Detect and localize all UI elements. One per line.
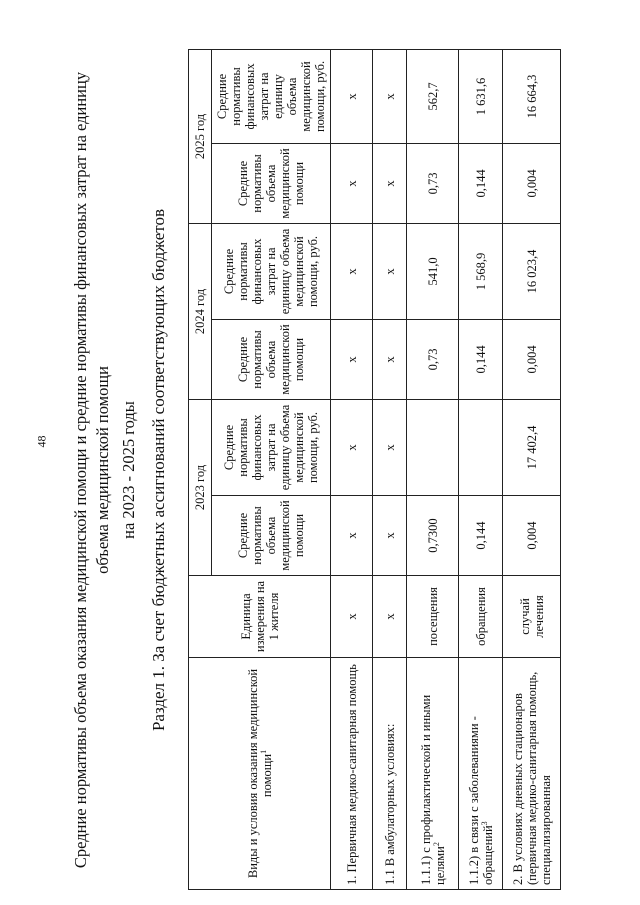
row-label: 2. В условиях дневных стационаров (первичная медико-санитарная помощь, специализированная bbox=[503, 658, 561, 890]
header-types: Виды и условия оказания медицинской помощи$^1$ bbox=[189, 658, 331, 890]
header-volume-2025: Средние нормативы объема медицинской помощи bbox=[212, 143, 331, 223]
section-title: Раздел 1. За счет бюджетных ассигнований соответствующих бюджетов bbox=[149, 208, 168, 732]
row-label: 1. Первичная медико-санитарная помощь bbox=[331, 658, 373, 890]
cell-volume-2023: х bbox=[373, 496, 407, 576]
row-unit: обращения bbox=[459, 576, 503, 658]
cell-volume-2023: 0,144 bbox=[459, 496, 503, 576]
cell-volume-2024: 0,144 bbox=[459, 319, 503, 399]
document-subtitle: на 2023 - 2025 годы bbox=[119, 401, 138, 539]
cell-cost-2024: 541,0 bbox=[407, 223, 459, 319]
cell-cost-2024: х bbox=[331, 223, 373, 319]
cell-cost-2025: 16 664,3 bbox=[503, 49, 561, 143]
cell-cost-2025: 562,7 bbox=[407, 49, 459, 143]
row-unit: х bbox=[331, 576, 373, 658]
row-unit: х bbox=[373, 576, 407, 658]
document-title: Средние нормативы объема оказания медицинской помощи и средние нормативы финансовых затрат на единицу объема медицинской помощи bbox=[71, 71, 112, 869]
cell-volume-2024: х bbox=[331, 319, 373, 399]
cell-cost-2024: х bbox=[373, 223, 407, 319]
rotated-page-content bbox=[64, 50, 624, 890]
cell-cost-2024: 1 568,9 bbox=[459, 223, 503, 319]
header-cost-2024: Средние нормативы финансовых затрат на единицу объема медицинской помощи, руб. bbox=[212, 223, 331, 319]
row-label: 1.1 В амбулаторных условиях: bbox=[373, 658, 407, 890]
row-unit: случай лечения bbox=[503, 576, 561, 658]
table-row bbox=[331, 49, 373, 889]
cell-volume-2025: 0,144 bbox=[459, 143, 503, 223]
cell-cost-2025: 1 631,6 bbox=[459, 49, 503, 143]
header-unit: Единица измерения на 1 жителя bbox=[189, 576, 331, 658]
table-row bbox=[407, 49, 459, 889]
page-number: 48 bbox=[34, 435, 49, 448]
row-label: 1.1.1) с профилактической и иными целями$^2$ bbox=[407, 658, 459, 890]
cell-cost-2025: х bbox=[331, 49, 373, 143]
cell-cost-2023 bbox=[407, 399, 459, 495]
table-row bbox=[373, 49, 407, 889]
header-cost-2023: Средние нормативы финансовых затрат на единицу объема медицинской помощи, руб. bbox=[212, 399, 331, 495]
cell-volume-2024: 0,73 bbox=[407, 319, 459, 399]
cell-volume-2023: 0,7300 bbox=[407, 496, 459, 576]
cell-volume-2025: х bbox=[331, 143, 373, 223]
cell-volume-2024: х bbox=[373, 319, 407, 399]
header-year-2025: 2025 год bbox=[189, 49, 212, 223]
cell-cost-2025: х bbox=[373, 49, 407, 143]
header-year-2023: 2023 год bbox=[189, 399, 212, 575]
header-cost-2025: Средние нормативы финансовых затрат на единицу объема медицинской помощи, руб. bbox=[212, 49, 331, 143]
cell-cost-2023: 17 402,4 bbox=[503, 399, 561, 495]
header-year-2024: 2024 год bbox=[189, 223, 212, 399]
cell-volume-2025: 0,73 bbox=[407, 143, 459, 223]
cell-cost-2023: х bbox=[331, 399, 373, 495]
cell-volume-2023: 0,004 bbox=[503, 496, 561, 576]
table-row bbox=[503, 49, 561, 889]
table-row bbox=[459, 49, 503, 889]
normatives-table bbox=[188, 49, 561, 890]
header-volume-2024: Средние нормативы объема медицинской помощи bbox=[212, 319, 331, 399]
row-unit: посещения bbox=[407, 576, 459, 658]
cell-volume-2024: 0,004 bbox=[503, 319, 561, 399]
cell-cost-2024: 16 023,4 bbox=[503, 223, 561, 319]
row-label: 1.1.2) в связи с заболеваниями - обращений$^3$ bbox=[459, 658, 503, 890]
cell-volume-2025: 0,004 bbox=[503, 143, 561, 223]
cell-cost-2023: х bbox=[373, 399, 407, 495]
cell-cost-2023 bbox=[459, 399, 503, 495]
cell-volume-2025: х bbox=[373, 143, 407, 223]
cell-volume-2023: х bbox=[331, 496, 373, 576]
header-volume-2023: Средние нормативы объема медицинской помощи bbox=[212, 496, 331, 576]
